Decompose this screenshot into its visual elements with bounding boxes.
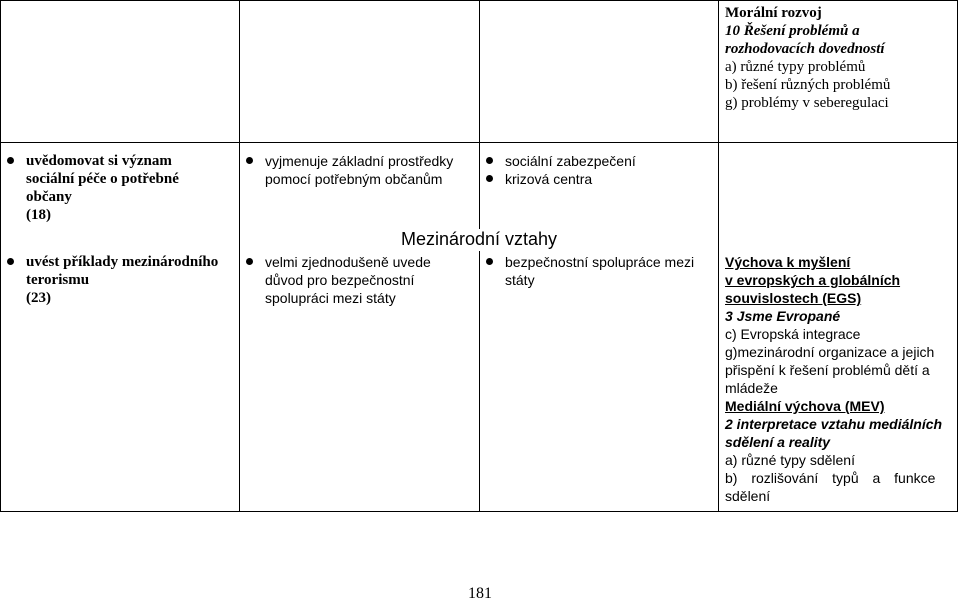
mev-item: sdělení [725,488,771,504]
cross-curricular-cell [725,253,951,505]
moral-item: g) problémy v seberegulaci [725,95,889,111]
content-text: důvod pro bezpečnostní [265,272,415,288]
outcome-number: (18) [26,207,51,223]
grid-line [479,251,480,512]
grid-line [0,0,958,1]
topic-text: bezpečnostní spolupráce mezi [505,254,695,270]
egs-item: c) Evropská integrace [725,326,861,342]
egs-item: g)mezinárodní organizace a jejich [725,344,935,360]
mev-item: b) rozlišování typů a funkce [725,470,936,486]
outcome-text: sociální péče o potřebné [26,171,179,187]
moral-development-cell [725,4,953,112]
moral-item: b) řešení různých problémů [725,77,891,93]
outcome-number: (23) [26,290,51,306]
topic-item: krizová centra [483,170,715,188]
mev-title: Mediální výchova (MEV) [725,398,885,414]
grid-line [0,0,1,512]
mev-theme: sdělení a reality [725,434,831,450]
topic-item [483,253,715,289]
grid-line [0,142,958,143]
grid-line [479,0,480,229]
content-text: vyjmenuje základní prostředky [265,153,454,169]
moral-item: a) různé typy problémů [725,59,866,75]
mev-item: a) různé typy sdělení [725,452,855,468]
egs-item: mládeže [725,380,778,396]
egs-title: Výchova k myšlení [725,254,851,270]
page-number: 181 [468,585,492,602]
grid-line [239,0,240,512]
outcome-text: terorismu [26,272,90,288]
outcome-text: občany [26,189,72,205]
grid-line [718,0,719,512]
section-heading: Mezinárodní vztahy [400,229,558,249]
content-text: pomocí potřebným občanům [265,171,443,187]
egs-theme: 3 Jsme Evropané [725,308,841,324]
grid-line [0,511,958,512]
egs-title: v evropských a globálních [725,272,901,288]
moral-title: Morální rozvoj [725,5,822,21]
outcome-text: uvědomovat si význam [26,153,172,169]
egs-title: souvislostech (EGS) [725,290,862,306]
outcome-item [4,253,236,307]
content-item [243,253,475,307]
mev-theme: 2 interpretace vztahu mediálních [725,416,943,432]
outcome-item [4,152,236,224]
content-item [243,152,475,188]
topic-text: státy [505,272,535,288]
grid-line [957,0,958,512]
content-text: spolupráci mezi státy [265,290,396,306]
egs-item: přispění k řešení problémů dětí a [725,362,930,378]
content-text: velmi zjednodušeně uvede [265,254,431,270]
topic-item: sociální zabezpečení [483,152,715,170]
moral-subtitle: rozhodovacích dovedností [725,41,885,57]
moral-subtitle: 10 Řešení problémů a [725,23,860,39]
topics-list [483,152,715,188]
outcome-text: uvést příklady mezinárodního [26,254,219,270]
